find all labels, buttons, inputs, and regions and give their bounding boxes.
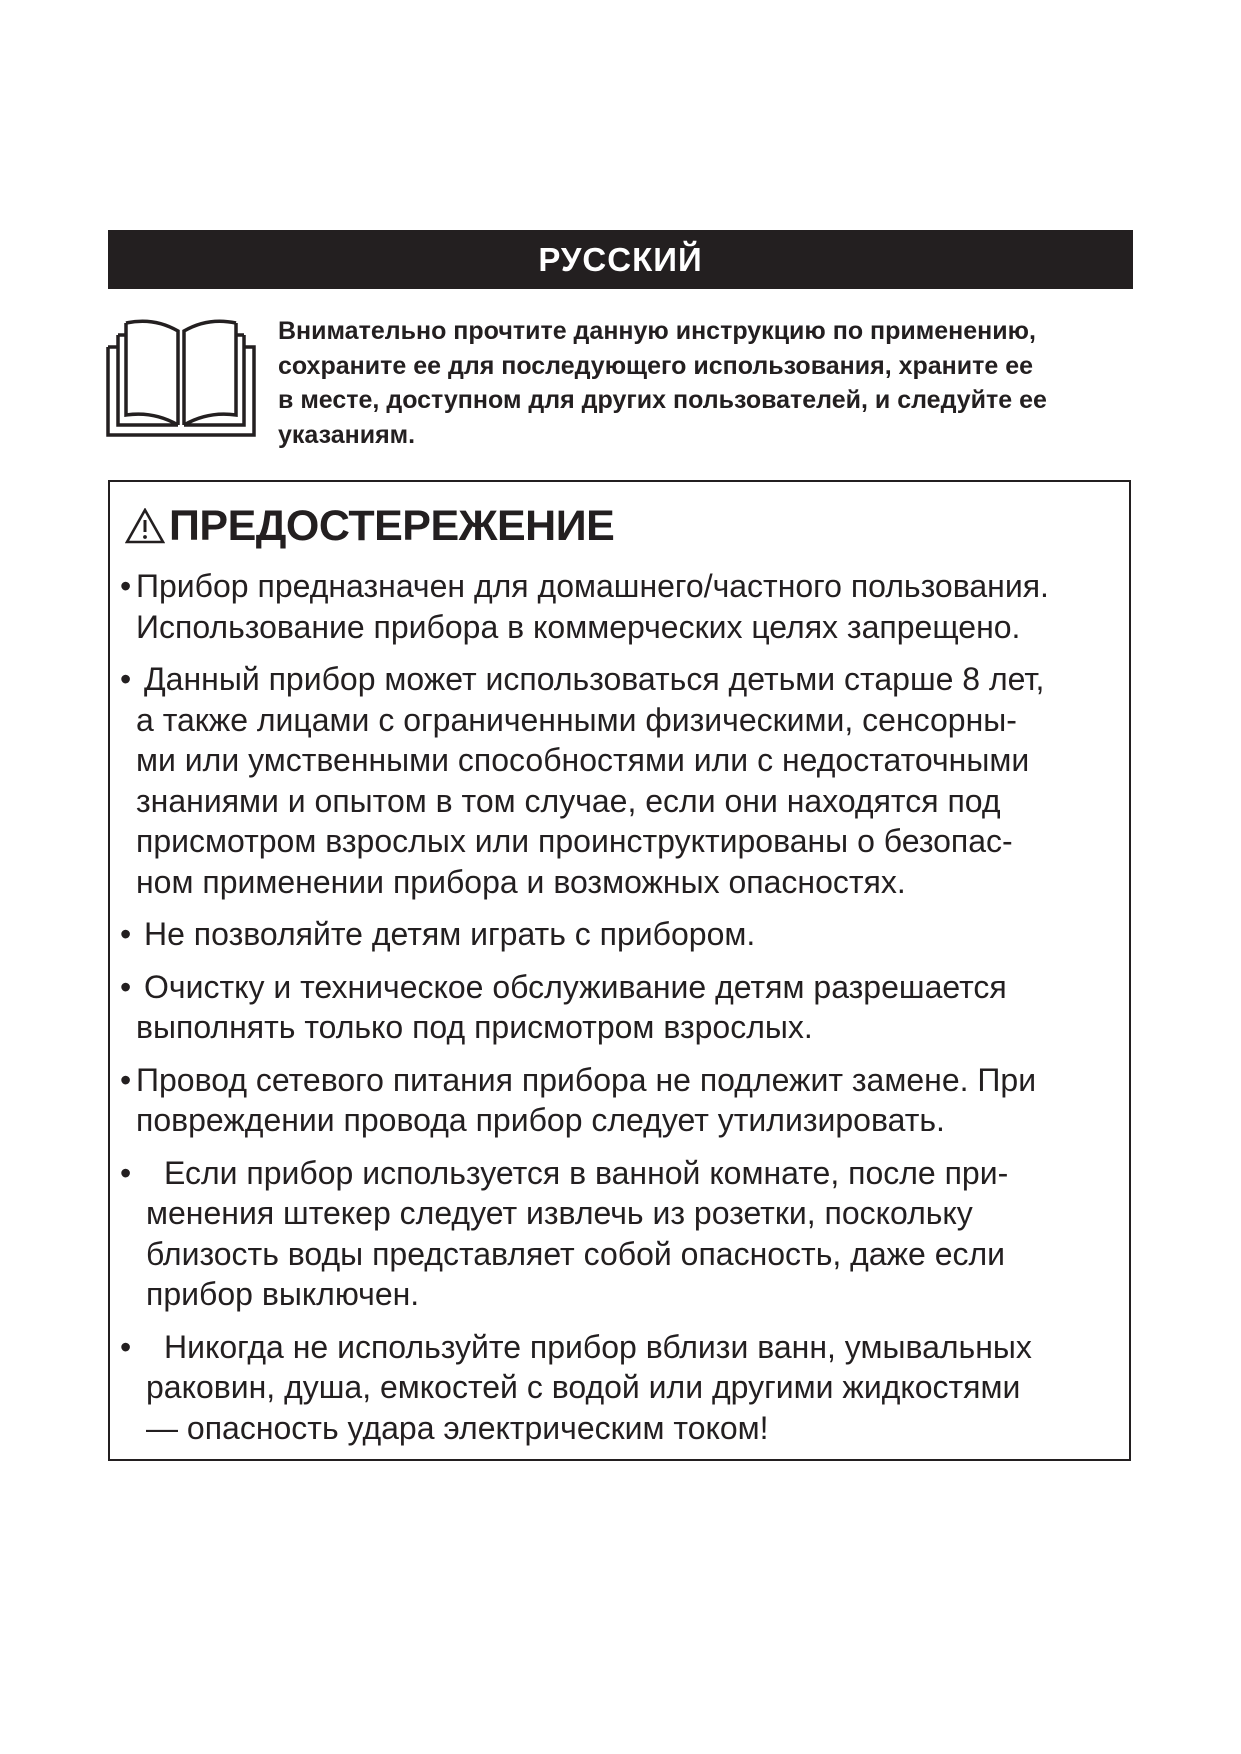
item-line: Не позволяйте детям играть с прибором. — [144, 916, 756, 952]
list-item — [120, 1327, 1125, 1449]
item-line: менения штекер следует извлечь из розетки, поскольку — [146, 1195, 973, 1231]
intro-line: указаниям. — [278, 420, 416, 449]
item-line: Данный прибор может использоваться детьми старше 8 лет, — [144, 661, 1045, 697]
item-line: ном применении прибора и возможных опасностях. — [136, 863, 906, 900]
item-line: раковин, душа, емкостей с водой или другими жидкостями — [146, 1369, 1021, 1405]
item-line: повреждении провода прибор следует утилизировать. — [136, 1102, 945, 1138]
warning-heading — [125, 496, 614, 556]
intro-line: в месте, доступном для других пользователей, и следуйте ее — [278, 386, 1047, 414]
intro-text — [278, 314, 1158, 452]
warning-title: ПРЕДОСТЕРЕЖЕНИЕ — [169, 501, 615, 550]
item-line: Никогда не используйте прибор вблизи ванн, умывальных — [164, 1328, 1032, 1365]
item-line: — опасность удара электрическим током! — [146, 1409, 769, 1446]
item-line: ми или умственными способностями или с недостаточными — [136, 742, 1030, 778]
book-icon — [106, 313, 256, 438]
item-line: присмотром взрослых или проинструктированы о безопас- — [136, 823, 1013, 859]
warning-box — [108, 480, 1131, 1461]
list-item — [120, 1153, 1125, 1315]
warning-list — [120, 566, 1125, 1460]
bullet: • — [120, 1154, 132, 1191]
bullet: • — [120, 1328, 132, 1365]
item-line: близость воды представляет собой опасность, даже если — [146, 1235, 1006, 1272]
intro-line: сохраните ее для последующего использования, храните ее — [278, 351, 1034, 380]
item-line: выполнять только под присмотром взрослых. — [136, 1009, 813, 1045]
list-item — [120, 967, 1125, 1048]
bullet: • — [120, 1061, 132, 1098]
list-item — [120, 914, 1125, 955]
list-item — [120, 1060, 1125, 1141]
item-line: Если прибор используется в ванной комнате, после при- — [164, 1154, 1009, 1191]
item-line: знаниями и опытом в том случае, если они находятся под — [136, 782, 1001, 819]
item-line: Очистку и техническое обслуживание детям разрешается — [144, 968, 1007, 1005]
list-item — [120, 566, 1125, 647]
bullet: • — [120, 968, 132, 1005]
item-line: а также лицами с ограниченными физическими, сенсорны- — [136, 701, 1017, 738]
item-line: прибор выключен. — [146, 1276, 420, 1312]
item-line: Прибор предназначен для домашнего/частного пользования. — [136, 568, 1049, 604]
intro-line: Внимательно прочтите данную инструкцию по применению, — [278, 317, 1036, 345]
item-line: Использование прибора в коммерческих целях запрещено. — [136, 608, 1021, 645]
warning-triangle-icon — [125, 508, 165, 544]
language-title: РУССКИЙ — [538, 241, 703, 278]
bullet: • — [120, 916, 132, 952]
item-line: Провод сетевого питания прибора не подлежит замене. При — [136, 1061, 1037, 1098]
bullet: • — [120, 568, 132, 604]
list-item — [120, 659, 1125, 902]
bullet: • — [120, 661, 132, 697]
language-header — [108, 230, 1133, 289]
